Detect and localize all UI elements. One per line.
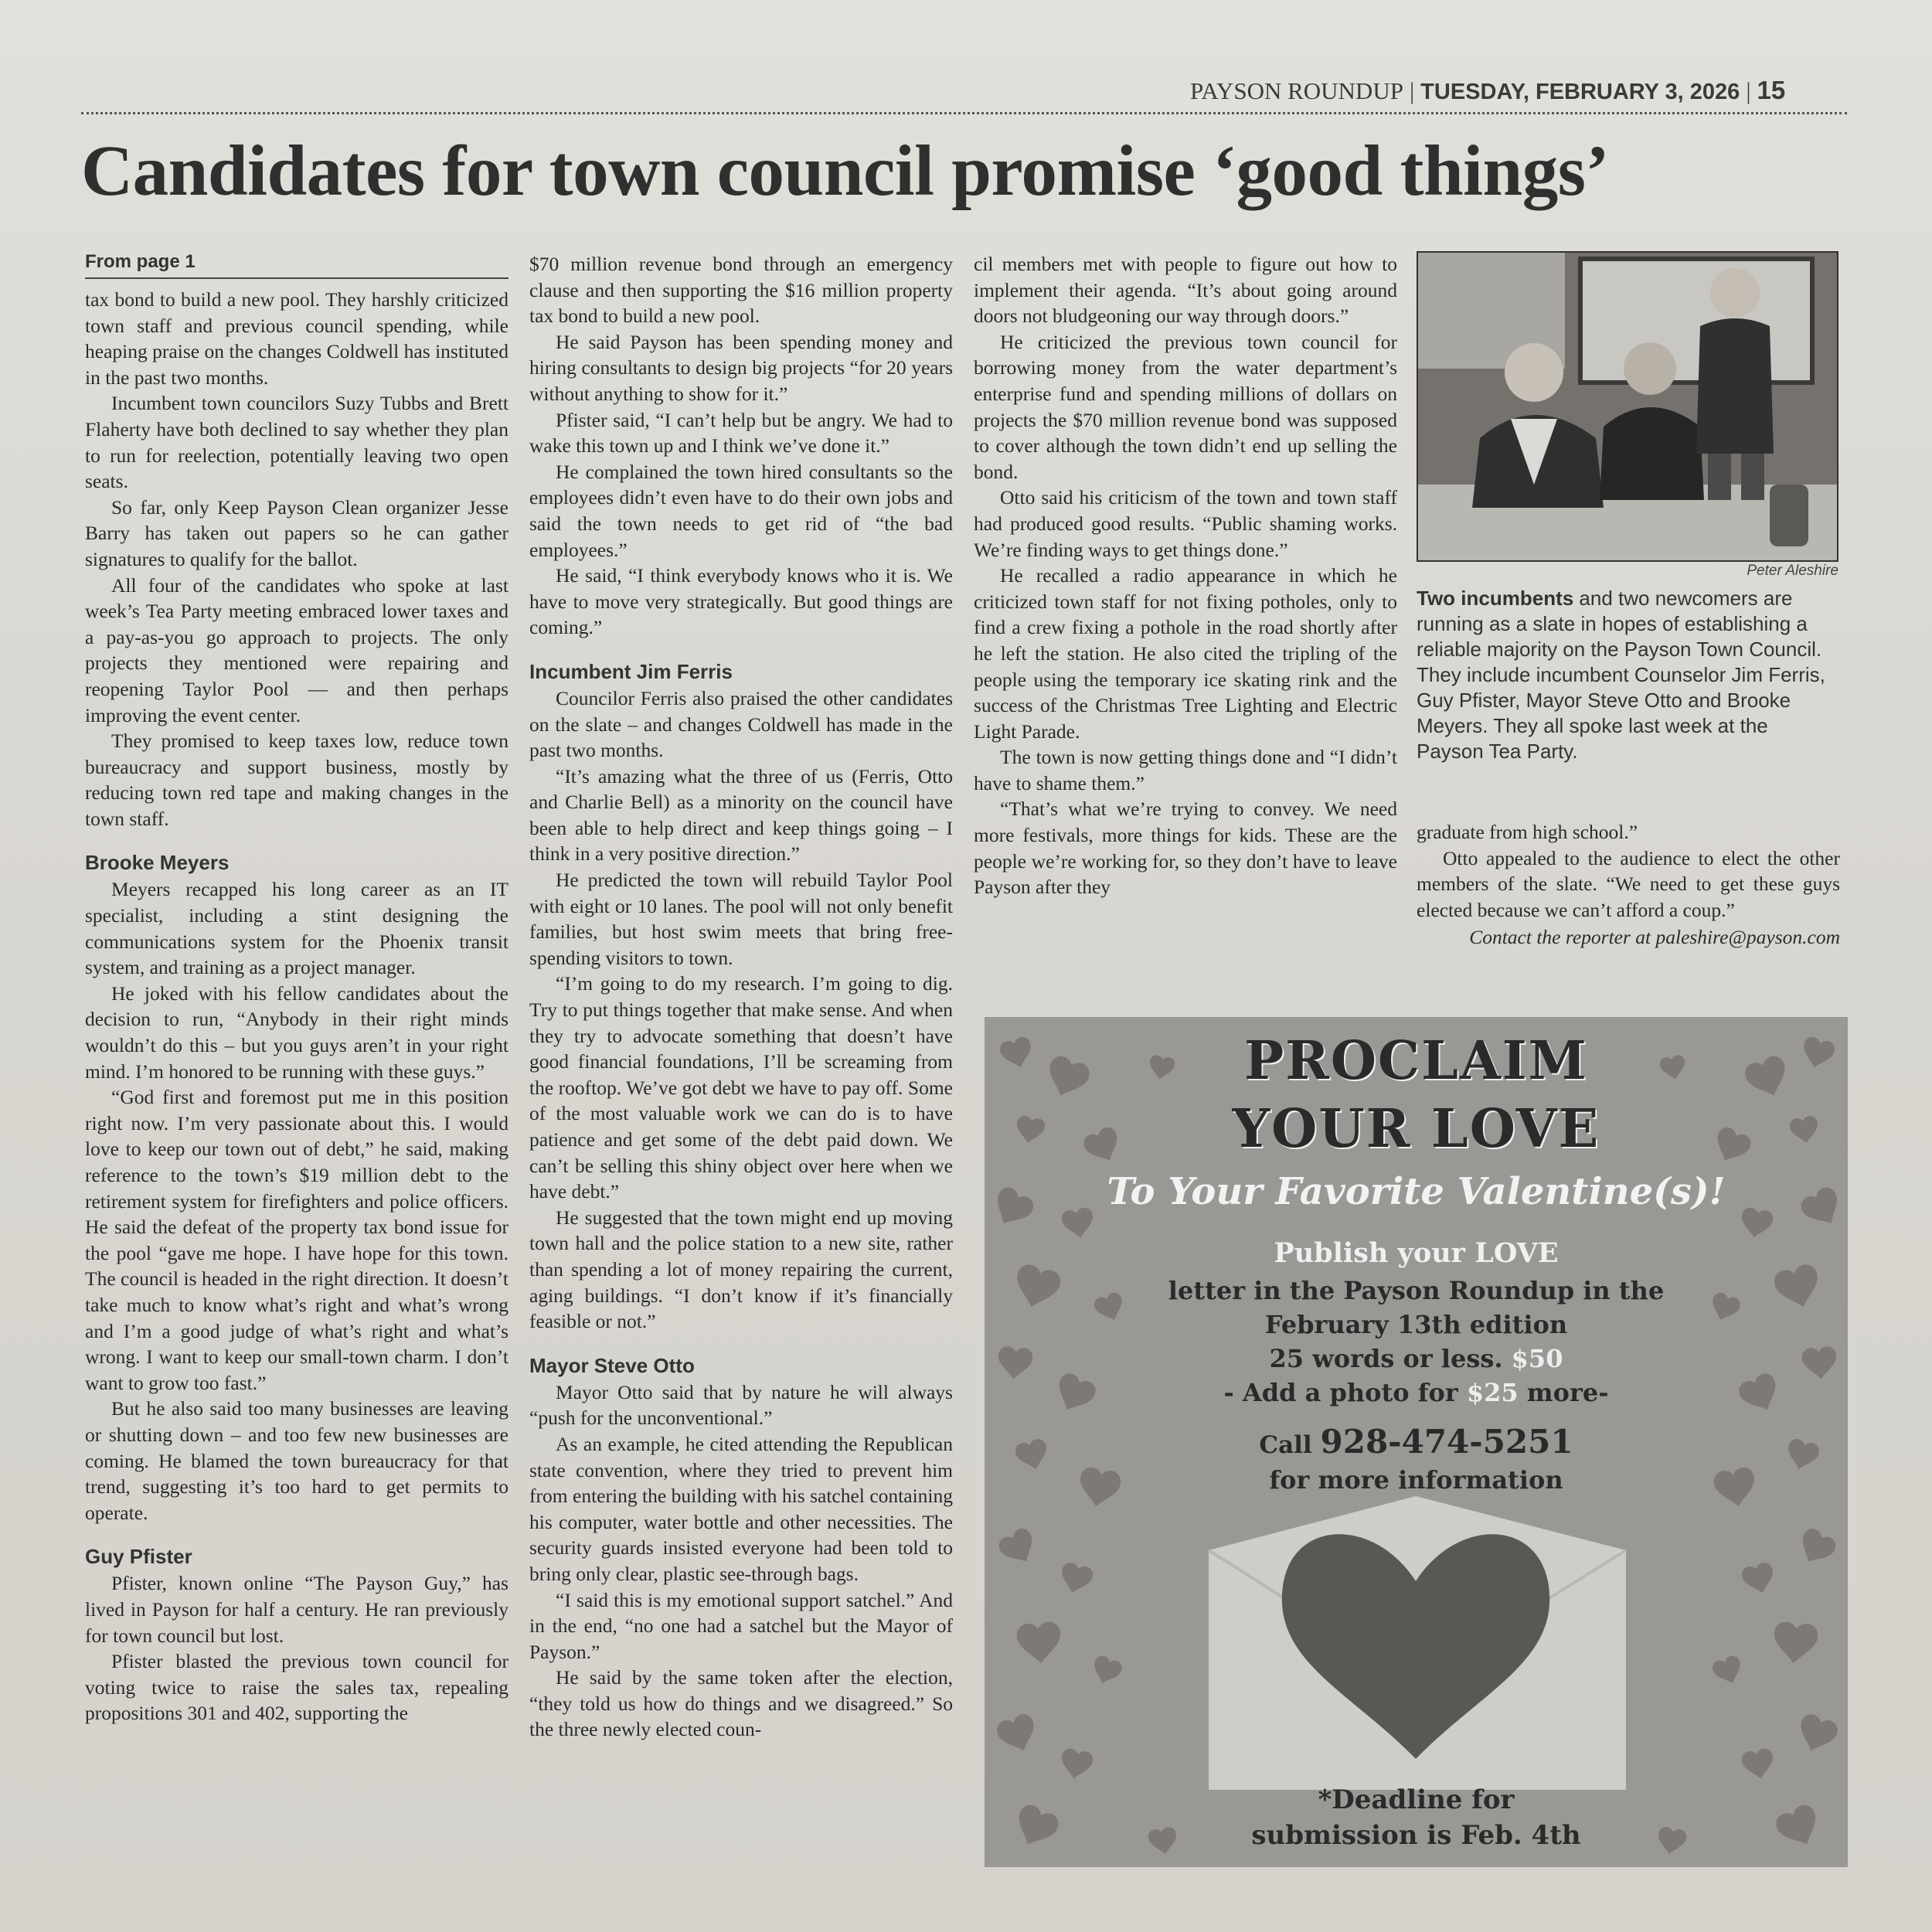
ad-photo-line	[985, 1376, 1848, 1410]
caption-text: and two newcomers are running as a slate in hopes of establishing a reliable majority on the Payson Town Council. They include incumbent Counselor Jim Ferris, Guy Pfister, Mayor Steve Otto and Brooke Meyers. They all spoke last week at the Payson Tea Party.	[1417, 587, 1825, 763]
photo-illustration	[1418, 253, 1837, 560]
ad-text	[985, 1017, 1848, 1867]
paragraph: “God first and foremost put me in this position right now. I’m very passionate about this. I would love to keep our town out of debt,” he said, making reference to the town’s $19 million debt to the retirement system for firefighters and police officers. He said the defeat of the property tax bond issue for the pool “gave me hope. I have hope for this town. The council is headed in the right direction. It doesn’t take much to know what’s right and what’s wrong and I’m a good judge of what’s right and what’s wrong. I want to keep our small-town charm. I don’t want to grow too fast.”	[85, 1086, 509, 1394]
masthead-separator-2: |	[1746, 77, 1751, 104]
subhead-otto: Mayor Steve Otto	[529, 1353, 695, 1377]
paragraph: All four of the candidates who spoke at last week’s Tea Party meeting embraced lower taxes and a pay-as-you go approach to projects. The only projects they mentioned were repairing and reopening Taylor Pool — and then perhaps improving the event center.	[85, 573, 509, 726]
paragraph: Otto said his criticism of the town and town staff had produced good results. “Public shaming works. We’re finding ways to get things done.”	[974, 486, 1397, 561]
paragraph: He criticized the previous town council for borrowing money from the water department’s enterprise fund and spending millions of dollars on projects the $70 million revenue bond was supposed to cover although the town didn’t end up selling the bond.	[974, 330, 1397, 483]
from-page-label: From page 1	[85, 251, 509, 279]
paragraph: So far, only Keep Payson Clean organizer Jesse Barry has taken out papers so he can gather signatures to qualify for the ballot.	[85, 495, 509, 570]
page-headline: Candidates for town council promise ‘good things’	[81, 131, 1609, 211]
ad-deadline-line1: *Deadline for	[1318, 1784, 1515, 1815]
paragraph: tax bond to build a new pool. They harshly criticized town staff and previous council spending, while heaping praise on the changes Coldwell has instituted in the past two months.	[85, 288, 509, 389]
article-column-3	[974, 251, 1397, 900]
paragraph: They promised to keep taxes low, reduce town bureaucracy and support business, mostly by reducing town red tape and making changes in the town staff.	[85, 730, 509, 830]
paragraph: graduate from high school.”	[1417, 821, 1638, 843]
photo-credit: Peter Aleshire	[1747, 563, 1838, 579]
valentine-advertisement	[985, 1017, 1848, 1867]
masthead-separator: |	[1409, 77, 1415, 104]
ad-detail-line: letter in the Payson Roundup in the	[1168, 1276, 1665, 1305]
ad-photo-price: $25	[1466, 1378, 1519, 1407]
subhead-ferris: Incumbent Jim Ferris	[529, 659, 733, 683]
ad-publish-line: Publish your LOVE	[1274, 1237, 1559, 1269]
ad-call-label: Call	[1259, 1431, 1321, 1459]
ad-photo-text-end: more-	[1518, 1378, 1609, 1407]
paragraph: He complained the town hired consultants so the employees didn’t even have to do their own jobs and said the town needs to get rid of “the bad employees.”	[529, 460, 953, 561]
ad-phone-number: 928-474-5251	[1320, 1423, 1573, 1461]
paragraph: Pfister blasted the previous town council for voting twice to raise the sales tax, repealing propositions 301 and 402, supporting the	[85, 1650, 509, 1725]
ad-contact-block	[985, 1423, 1848, 1495]
ad-photo-text: - Add a photo for	[1223, 1378, 1467, 1407]
candidates-photo	[1417, 251, 1838, 562]
paragraph: He suggested that the town might end up moving town hall and the police station to a new site, rather than spending a lot of money repairing the current, aging buildings. “I don’t know if it’s financially feasible or not.”	[529, 1206, 953, 1333]
paragraph: Meyers recapped his long career as an IT specialist, including a stint designing the communications system for the Phoenix transit system, and training as a project manager.	[85, 878, 509, 979]
masthead	[1190, 76, 1785, 105]
paragraph: “I said this is my emotional support satchel.” And in the end, “no one had a satchel but the Mayor of Payson.”	[529, 1588, 953, 1663]
paragraph: He recalled a radio appearance in which he criticized town staff for not fixing potholes, only to find a crew fixing a pothole in the road shortly after he left the station. He also cited the tripling of the people using the temporary ice skating rink and the success of the Christmas Tree Lighting and Electric Light Parade.	[974, 564, 1397, 743]
paragraph: Pfister, known online “The Payson Guy,” has lived in Payson for half a century. He ran previously for town council but lost.	[85, 1572, 509, 1647]
article-column-2	[529, 251, 953, 1743]
ad-more-info: for more information	[1269, 1465, 1563, 1495]
paragraph: As an example, he cited attending the Republican state convention, where they tried to prevent him from entering the building with his satchel containing his computer, water bottle and other necessities. The security guards insisted everyone had been told to bring only clear, plastic see-through bags.	[529, 1432, 953, 1585]
paragraph: But he also said too many businesses are leaving or shutting down – and too few new businesses are coming. He blamed the town bureaucracy for that trend, suggesting it’s too hard to get permits to operate.	[85, 1397, 509, 1524]
article-column-1	[85, 251, 509, 1726]
paragraph: “That’s what we’re trying to convey. We need more festivals, more things for kids. These are the people we’re working for, so they don’t have to leave Payson after they	[974, 798, 1397, 899]
paragraph: He said Payson has been spending money and hiring consultants to design big projects “for 20 years without anything to show for it.”	[529, 330, 953, 405]
article-column-4	[1417, 819, 1840, 951]
ad-price-line	[985, 1342, 1848, 1376]
ad-details	[985, 1274, 1848, 1410]
page-number: 15	[1757, 76, 1786, 104]
paragraph: Mayor Otto said that by nature he will always “push for the unconventional.”	[529, 1380, 953, 1430]
subhead-meyers: Brooke Meyers	[85, 851, 230, 875]
photo-caption	[1417, 586, 1840, 764]
paragraph: He predicted the town will rebuild Taylor Pool with eight or 10 lanes. The pool will not only benefit families, but host swim meets that bring free-spending visitors to town.	[529, 869, 953, 969]
paragraph: $70 million revenue bond through an emergency clause and then supporting the $16 million property tax bond to build a new pool.	[529, 253, 953, 328]
ad-title-line1: PROCLAIM	[1244, 1030, 1588, 1092]
subhead-pfister: Guy Pfister	[85, 1545, 192, 1569]
paragraph: He said, “I think everybody knows who it is. We have to move very strategically. But good things are coming.”	[529, 564, 953, 639]
ad-title-line2: YOUR LOVE	[1232, 1098, 1600, 1160]
paragraph: Otto appealed to the audience to elect the other members of the slate. “We need to get these guys elected because we can’t afford a coup.”	[1417, 846, 1840, 921]
ad-price-text: 25 words or less.	[1269, 1344, 1512, 1373]
ad-detail-line: February 13th edition	[1264, 1310, 1568, 1339]
paragraph: He said by the same token after the election, “they told us how do things and we disagreed.” So the three newly elected coun-	[529, 1666, 953, 1741]
paragraph: The town is now getting things done and “I didn’t have to shame them.”	[974, 746, 1397, 794]
reporter-contact: Contact the reporter at paleshire@payson.com	[1469, 926, 1840, 949]
paragraph: He joked with his fellow candidates about the decision to run, “Anybody in their right minds wouldn’t do this – but you guys aren’t in your right mind. I’m honored to be running with these guys.”	[85, 981, 509, 1083]
paragraph: cil members met with people to figure out how to implement their agenda. “It’s about going around doors not bludgeoning our way through doors.”	[974, 253, 1397, 328]
paragraph: “I’m going to do my research. I’m going to dig. Try to put things together that make sense. And when they try to advocate something that doesn’t have good financial foundations, I’ll be screaming from the rooftop. We’ve got debt we have to pay off. Some of the most valuable work we can do is to have patience and get some of the debt paid down. We can’t be selling this shiny object over here when we have debt.”	[529, 972, 953, 1203]
paragraph: Incumbent town councilors Suzy Tubbs and Brett Flaherty have both declined to say whether they plan to run for reelection, potentially leaving two open seats.	[85, 392, 509, 493]
paper-name: PAYSON ROUNDUP	[1190, 77, 1403, 104]
paragraph: “It’s amazing what the three of us (Ferris, Otto and Charlie Bell) as a minority on the council have been able to help direct and keep things going – I think in a very positive direction.”	[529, 764, 953, 866]
ad-deadline-line2: submission is Feb. 4th	[1251, 1820, 1581, 1851]
paragraph: Pfister said, “I can’t help but be angry. We had to wake this town up and I think we’ve done it.”	[529, 408, 953, 457]
ad-deadline	[985, 1782, 1848, 1853]
caption-lead: Two incumbents	[1417, 587, 1574, 610]
issue-date: TUESDAY, FEBRUARY 3, 2026	[1420, 80, 1740, 104]
ad-script-line: To Your Favorite Valentine(s)!	[1107, 1170, 1726, 1213]
masthead-rule	[81, 112, 1847, 114]
ad-price: $50	[1511, 1344, 1563, 1373]
paragraph: Councilor Ferris also praised the other candidates on the slate – and changes Coldwell has made in the past two months.	[529, 686, 953, 762]
